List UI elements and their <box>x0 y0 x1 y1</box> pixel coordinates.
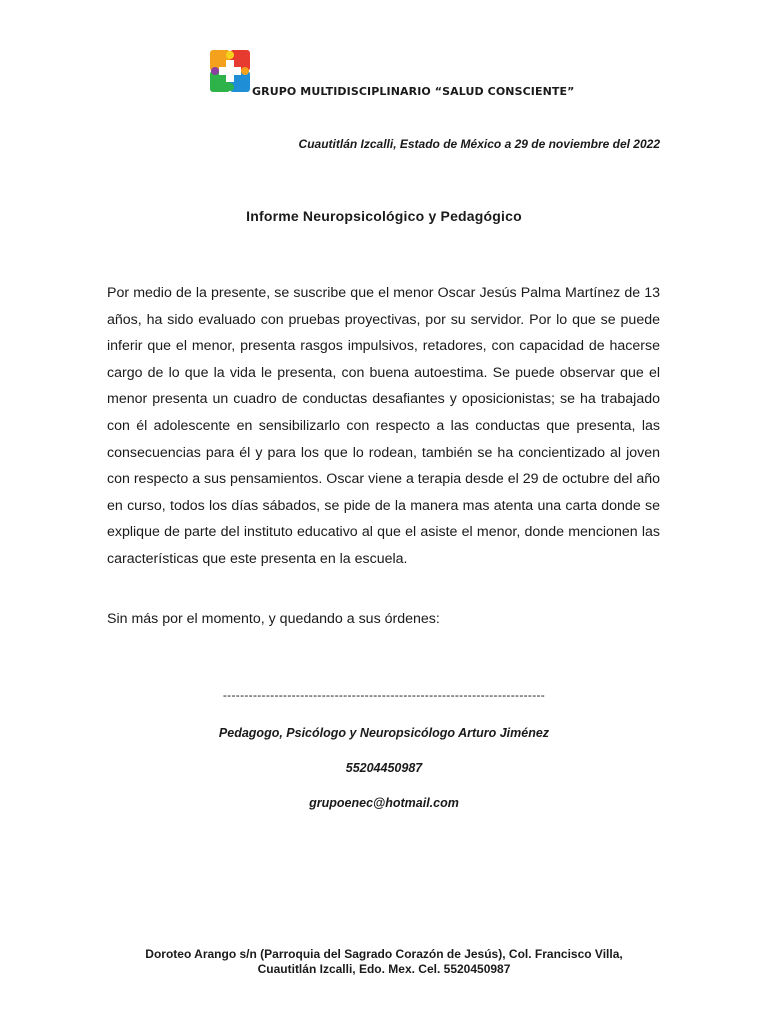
footer-line-1: Doroteo Arango s/n (Parroquia del Sagrado Corazón de Jesús), Col. Francisco Villa, <box>145 947 623 961</box>
document-title: Informe Neuropsicológico y Pedagógico <box>246 208 522 224</box>
report-body: Por medio de la presente, se suscribe que el menor Oscar Jesús Palma Martínez de 13 años, ha sido evaluado con pruebas proyectivas, por su servidor. Por lo que se puede inferir que el menor, presenta rasgos impulsivos, retadores, con capacidad de hacerse cargo de lo que la vida le presenta, con buena autoestima. Se puede observar que el menor presenta un cuadro de conductas desafiantes y oposicionistas; se ha trabajado con él adolescente en sensibilizarlo con respecto a las conductas que presenta, las consecuencias para él y para los que lo rodean, también se ha concientizado al joven con respecto a sus pensamientos. Oscar viene a terapia desde el 29 de octubre del año en curso, todos los días sábados, se pide de la manera mas atenta una carta donde se explique de parte del instituto educativo al que el asiste el menor, donde mencionen las características que este presenta en la escuela. <box>107 285 660 567</box>
signatory-email: grupoenec@hotmail.com <box>309 796 459 810</box>
closing-line: Sin más por el momento, y quedando a sus órdenes: <box>107 611 440 627</box>
footer-address <box>0 947 768 977</box>
letterhead <box>208 48 628 98</box>
signature-line: --------------------------------------------------------------------------- <box>222 688 546 702</box>
signatory-name: Pedagogo, Psicólogo y Neuropsicólogo Arturo Jiménez <box>218 726 550 740</box>
signatory-phone: 55204450987 <box>345 761 423 775</box>
footer-line-2: Cuautitlán Izcalli, Edo. Mex. Cel. 5520450987 <box>257 962 511 976</box>
organization-name: GRUPO MULTIDISCIPLINARIO “SALUD CONSCIENTE” <box>252 85 575 98</box>
date-line: Cuautitlán Izcalli, Estado de México a 29 de noviembre del 2022 <box>298 137 660 151</box>
signature-block <box>0 724 768 829</box>
puzzle-cross-logo-icon <box>208 48 252 94</box>
